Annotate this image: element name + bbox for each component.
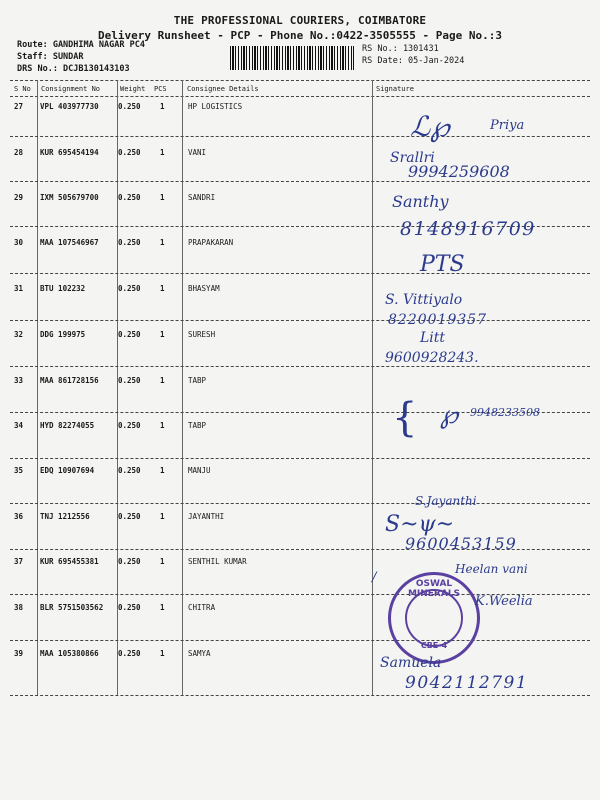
cell-consignee: SAMYA xyxy=(188,649,211,658)
row-separator xyxy=(10,181,590,182)
company-seal xyxy=(388,572,480,664)
cell-consignment: MAA 861728156 xyxy=(40,376,99,385)
page-subtitle: Delivery Runsheet - PCP - Phone No.:0422-3505555 - Page No.:3 xyxy=(98,29,502,42)
row-separator xyxy=(10,273,590,274)
seal-top-text: OSWAL MINERALS xyxy=(407,579,461,599)
cell-consignee: CHITRA xyxy=(188,603,216,612)
cell-weight: 0.250 xyxy=(118,512,141,521)
cell-consignment: DDG 199975 xyxy=(40,330,86,339)
cell-weight: 0.250 xyxy=(118,649,141,658)
cell-pcs: 1 xyxy=(160,148,165,157)
cell-consignment: HYD 82274055 xyxy=(40,421,95,430)
signature-phone-31: 8220019357 xyxy=(388,312,488,328)
cell-consignee: VANI xyxy=(188,148,207,157)
tick-mark: / xyxy=(372,570,377,585)
cell-pcs: 1 xyxy=(160,102,165,111)
rs-number: RS No.: 1301431 xyxy=(362,44,439,54)
bracket-mark: { xyxy=(392,395,418,441)
staff-info: Staff: SUNDAR xyxy=(17,52,84,62)
page-title: THE PROFESSIONAL COURIERS, COIMBATORE xyxy=(173,14,427,27)
column-divider xyxy=(372,80,373,695)
cell-sno: 34 xyxy=(14,421,24,430)
row-separator xyxy=(10,695,590,696)
cell-consignment: BTU 102232 xyxy=(40,284,86,293)
cell-weight: 0.250 xyxy=(118,102,141,111)
signature-name-31: S. Vittiyalo xyxy=(385,292,463,308)
row-separator xyxy=(10,640,590,641)
column-header-sno: S No xyxy=(14,85,31,93)
cell-pcs: 1 xyxy=(160,557,165,566)
seal-bottom-text: CBE-4 xyxy=(420,641,448,650)
cell-pcs: 1 xyxy=(160,193,165,202)
cell-pcs: 1 xyxy=(160,649,165,658)
signature-name-32: Litt xyxy=(420,330,446,346)
table-header-border xyxy=(10,96,590,97)
cell-consignee: JAYANTHI xyxy=(188,512,225,521)
signature-phone-28: 9994259608 xyxy=(408,162,510,181)
cell-consignee: HP LOGISTICS xyxy=(188,102,243,111)
signature-scribble-33: ℘ xyxy=(440,400,459,430)
signature-scribble-27: ℒ℘ xyxy=(410,110,450,143)
cell-consignment: BLR 5751503562 xyxy=(40,603,104,612)
signature-text-27: Priya xyxy=(490,118,525,133)
rs-date: RS Date: 05-Jan-2024 xyxy=(362,56,465,66)
signature-scribble-36: S~ψ~ xyxy=(385,512,455,537)
column-header-consignment: Consignment No xyxy=(41,85,101,93)
cell-sno: 27 xyxy=(14,102,24,111)
row-separator xyxy=(10,320,590,321)
signature-phone-39: 9042112791 xyxy=(405,673,529,693)
cell-sno: 29 xyxy=(14,193,24,202)
cell-pcs: 1 xyxy=(160,376,165,385)
cell-consignment: KUR 695455381 xyxy=(40,557,99,566)
signature-name-37: Heelan vani xyxy=(455,562,528,576)
cell-sno: 39 xyxy=(14,649,24,658)
cell-consignment: MAA 105380866 xyxy=(40,649,99,658)
cell-consignment: IXM 505679700 xyxy=(40,193,99,202)
cell-pcs: 1 xyxy=(160,603,165,612)
signature-name-39: Samuela xyxy=(380,655,442,671)
signature-phone-33-34: 9948233508 xyxy=(470,406,540,419)
column-divider xyxy=(182,80,183,695)
cell-pcs: 1 xyxy=(160,284,165,293)
cell-pcs: 1 xyxy=(160,512,165,521)
cell-weight: 0.250 xyxy=(118,284,141,293)
cell-consignee: SURESH xyxy=(188,330,216,339)
row-separator xyxy=(10,458,590,459)
cell-consignment: EDQ 10907694 xyxy=(40,466,95,475)
cell-consignee: PRAPAKARAN xyxy=(188,238,234,247)
cell-sno: 28 xyxy=(14,148,24,157)
cell-weight: 0.250 xyxy=(118,603,141,612)
signature-phone-29: 8148916709 xyxy=(400,218,536,240)
cell-pcs: 1 xyxy=(160,466,165,475)
signature-name-35: S.Jayanthi xyxy=(415,494,477,508)
signature-text-30: PTS xyxy=(420,252,465,277)
drs-info: DRS No.: DCJB130143103 xyxy=(17,64,130,74)
cell-sno: 36 xyxy=(14,512,24,521)
cell-weight: 0.250 xyxy=(118,238,141,247)
table-top-border xyxy=(10,80,590,81)
cell-sno: 38 xyxy=(14,603,24,612)
signature-phone-32: 9600928243. xyxy=(385,350,479,366)
signature-name-29: Santhy xyxy=(392,192,449,211)
cell-consignee: SENTHIL KUMAR xyxy=(188,557,247,566)
cell-sno: 37 xyxy=(14,557,24,566)
column-header-pcs: PCS xyxy=(154,85,167,93)
cell-pcs: 1 xyxy=(160,238,165,247)
cell-consignee: BHASYAM xyxy=(188,284,220,293)
cell-weight: 0.250 xyxy=(118,148,141,157)
cell-weight: 0.250 xyxy=(118,557,141,566)
cell-sno: 32 xyxy=(14,330,24,339)
cell-consignee: TABP xyxy=(188,376,207,385)
cell-sno: 31 xyxy=(14,284,24,293)
signature-phone-36: 9600453159 xyxy=(405,534,517,553)
cell-consignment: MAA 107546967 xyxy=(40,238,99,247)
column-divider xyxy=(37,80,38,695)
barcode-image xyxy=(230,46,354,70)
cell-weight: 0.250 xyxy=(118,330,141,339)
cell-weight: 0.250 xyxy=(118,193,141,202)
cell-consignee: TABP xyxy=(188,421,207,430)
row-separator xyxy=(10,136,590,137)
cell-pcs: 1 xyxy=(160,330,165,339)
cell-consignment: KUR 695454194 xyxy=(40,148,99,157)
cell-sno: 33 xyxy=(14,376,24,385)
route-info: Route: GANDHIMA NAGAR PC4 xyxy=(17,40,145,50)
cell-sno: 35 xyxy=(14,466,24,475)
cell-consignee: SANDRI xyxy=(188,193,216,202)
cell-weight: 0.250 xyxy=(118,421,141,430)
column-header-signature: Signature xyxy=(376,85,414,93)
cell-consignment: TNJ 1212556 xyxy=(40,512,90,521)
signature-name-38: K.Weelia xyxy=(475,594,533,609)
signature-name-28: Srallri xyxy=(390,150,435,166)
cell-consignment: VPL 403977730 xyxy=(40,102,99,111)
column-header-weight: Weight xyxy=(120,85,146,93)
row-separator xyxy=(10,503,590,504)
cell-weight: 0.250 xyxy=(118,376,141,385)
cell-pcs: 1 xyxy=(160,421,165,430)
cell-weight: 0.250 xyxy=(118,466,141,475)
column-header-consignee: Consignee Details xyxy=(187,85,259,93)
row-separator xyxy=(10,366,590,367)
cell-consignee: MANJU xyxy=(188,466,211,475)
cell-sno: 30 xyxy=(14,238,24,247)
